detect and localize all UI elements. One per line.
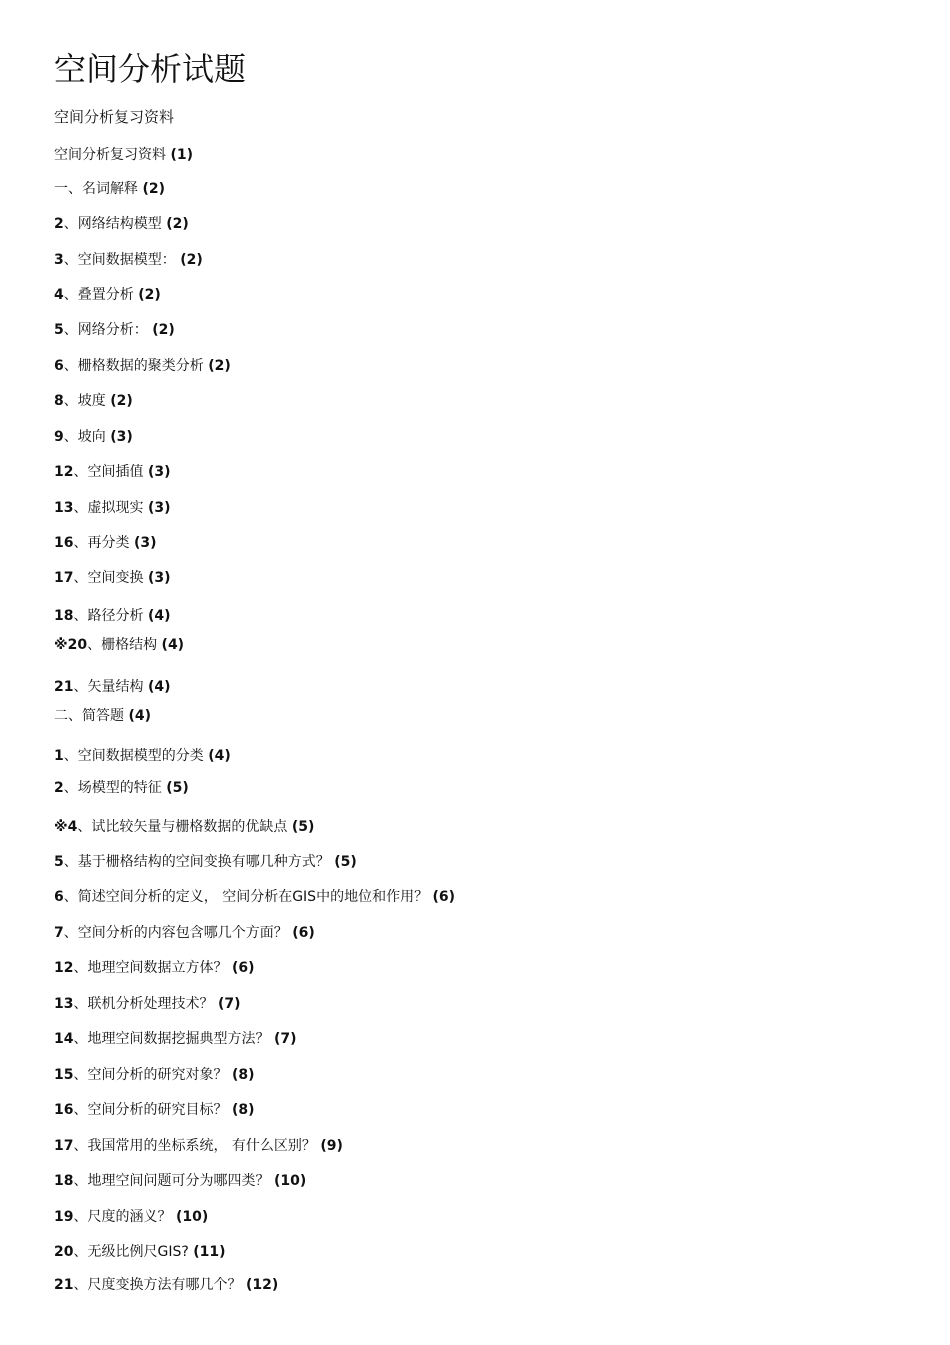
toc-entry-text: 、空间分析的研究目标？ bbox=[73, 1102, 232, 1118]
toc-entry-page: (6) bbox=[292, 925, 315, 941]
toc-entry-number: 5 bbox=[54, 322, 64, 338]
toc-entry-number: 6 bbox=[54, 358, 64, 374]
toc-entry[interactable] bbox=[54, 461, 170, 483]
toc-entry[interactable] bbox=[54, 426, 133, 448]
toc-entry[interactable] bbox=[54, 390, 133, 412]
toc-entry-text: 、我国常用的坐标系统， 有什么区别？ bbox=[73, 1138, 321, 1154]
toc-entry-number: 4 bbox=[54, 287, 64, 303]
toc-entry[interactable] bbox=[54, 1274, 278, 1296]
toc-entry-page: (2) bbox=[208, 358, 231, 374]
toc-entry-page: (4) bbox=[128, 708, 151, 724]
toc-entry-number: ※4 bbox=[54, 819, 78, 835]
toc-entry-text: 、尺度变换方法有哪几个？ bbox=[73, 1277, 246, 1293]
toc-entry-text: 、网络分析： bbox=[63, 322, 153, 338]
toc-entry-page: (8) bbox=[231, 1102, 255, 1118]
toc-entry[interactable] bbox=[54, 1099, 254, 1121]
toc-entry-number: ※20 bbox=[54, 637, 88, 653]
toc-entry-text: 、路径分析 bbox=[73, 608, 148, 624]
toc-entry-text: 、栅格数据的聚类分析 bbox=[63, 358, 209, 374]
toc-entry-page: (6) bbox=[432, 889, 456, 905]
toc-entry-text: 、坡度 bbox=[63, 393, 111, 409]
toc-entry-text: 、空间分析的研究对象？ bbox=[73, 1067, 232, 1083]
toc-entry-page: (10) bbox=[175, 1209, 209, 1225]
toc-entry-page: (2) bbox=[180, 252, 203, 268]
toc-entry-page: (5) bbox=[334, 854, 357, 870]
toc-entry-number: 13 bbox=[54, 500, 74, 516]
toc-entry-number: 18 bbox=[54, 608, 74, 624]
toc-entry[interactable] bbox=[54, 1028, 296, 1050]
toc-entry-text: 、无级比例尺GIS? bbox=[73, 1244, 194, 1260]
toc-entry[interactable] bbox=[54, 1206, 208, 1228]
toc-entry-page: (10) bbox=[273, 1173, 307, 1189]
toc-entry-text: 、矢量结构 bbox=[73, 679, 148, 695]
toc-entry-number: 15 bbox=[54, 1067, 74, 1083]
toc-entry[interactable] bbox=[54, 567, 170, 589]
toc-entry[interactable] bbox=[54, 532, 156, 554]
toc-entry-number: 16 bbox=[54, 1102, 74, 1118]
toc-entry-number: 21 bbox=[54, 679, 74, 695]
toc-entry-number: 1 bbox=[54, 748, 64, 764]
toc-entry[interactable] bbox=[54, 213, 189, 235]
toc-entry-text: 二、简答题 bbox=[54, 708, 129, 724]
toc-entry-number: 12 bbox=[54, 464, 74, 480]
toc-entry[interactable] bbox=[54, 144, 193, 166]
toc-entry-text: 、简述空间分析的定义， 空间分析在GIS中的地位和作用？ bbox=[63, 889, 433, 905]
toc-entry-number: 17 bbox=[54, 570, 74, 586]
toc-entry-number: 7 bbox=[54, 925, 64, 941]
toc-entry-number: 17 bbox=[54, 1138, 74, 1154]
toc-entry[interactable] bbox=[54, 851, 357, 873]
toc-entry[interactable] bbox=[54, 676, 170, 698]
toc-entry-page: (2) bbox=[166, 216, 189, 232]
toc-entry-number: 12 bbox=[54, 960, 74, 976]
toc-entry-text: 、场模型的特征 bbox=[63, 780, 167, 796]
toc-entry-page: (12) bbox=[245, 1277, 279, 1293]
toc-entry-text: 、空间数据模型： bbox=[63, 252, 181, 268]
toc-entry-page: (11) bbox=[193, 1244, 226, 1260]
toc-entry[interactable] bbox=[54, 249, 203, 271]
toc-entry-number: 16 bbox=[54, 535, 74, 551]
toc-entry[interactable] bbox=[54, 497, 170, 519]
toc-entry-text: 、试比较矢量与栅格数据的优缺点 bbox=[77, 819, 292, 835]
toc-entry-number: 2 bbox=[54, 216, 64, 232]
toc-entry[interactable] bbox=[54, 1170, 306, 1192]
toc-entry-page: (4) bbox=[161, 637, 185, 653]
toc-entry-number: 8 bbox=[54, 393, 64, 409]
toc-entry-text: 、空间数据模型的分类 bbox=[63, 748, 209, 764]
toc-entry[interactable] bbox=[54, 355, 231, 377]
toc-entry-number: 5 bbox=[54, 854, 64, 870]
toc-entry-text: 、网络结构模型 bbox=[63, 216, 167, 232]
toc-entry-page: (3) bbox=[110, 429, 133, 445]
toc-entry-page: (3) bbox=[147, 570, 171, 586]
toc-entry-page: (9) bbox=[320, 1138, 343, 1154]
toc-entry-page: (7) bbox=[217, 996, 241, 1012]
toc-entry[interactable] bbox=[54, 634, 184, 656]
toc-entry-page: (3) bbox=[147, 464, 171, 480]
toc-entry[interactable] bbox=[54, 1064, 254, 1086]
toc-entry-text: 、空间插值 bbox=[73, 464, 148, 480]
toc-entry-text: 、尺度的涵义？ bbox=[73, 1209, 176, 1225]
toc-entry-text: 、地理空间问题可分为哪四类？ bbox=[73, 1173, 274, 1189]
toc-entry-text: 、空间分析的内容包含哪几个方面？ bbox=[63, 925, 293, 941]
toc-entry-text: 、联机分析处理技术？ bbox=[73, 996, 218, 1012]
toc-entry-text: 、基于栅格结构的空间变换有哪几种方式？ bbox=[63, 854, 335, 870]
toc-entry[interactable] bbox=[54, 284, 161, 306]
toc-entry-text: 、叠置分析 bbox=[63, 287, 139, 303]
toc-entry-text: 、空间变换 bbox=[73, 570, 148, 586]
toc-entry[interactable] bbox=[54, 777, 189, 799]
toc-entry-number: 21 bbox=[54, 1277, 74, 1293]
toc-entry-page: (5) bbox=[291, 819, 315, 835]
toc-entry[interactable] bbox=[54, 922, 315, 944]
toc-entry-text: 、地理空间数据立方体？ bbox=[73, 960, 232, 976]
toc-entry-number: 2 bbox=[54, 780, 64, 796]
toc-entry-text: 、坡向 bbox=[63, 429, 111, 445]
toc-entry-number: 6 bbox=[54, 889, 64, 905]
toc-entry[interactable] bbox=[54, 745, 231, 767]
toc-entry-page: (2) bbox=[152, 322, 175, 338]
document-title: 空间分析试题 bbox=[54, 50, 247, 88]
toc-entry-page: (4) bbox=[208, 748, 231, 764]
toc-entry[interactable] bbox=[54, 605, 170, 627]
toc-entry-text: 一、名词解释 bbox=[54, 181, 143, 197]
toc-entry-text: 、再分类 bbox=[73, 535, 134, 551]
toc-entry-page: (4) bbox=[147, 679, 171, 695]
toc-entry-number: 9 bbox=[54, 429, 64, 445]
toc-entry-text: 、地理空间数据挖掘典型方法？ bbox=[73, 1031, 274, 1047]
toc-entry-number: 14 bbox=[54, 1031, 74, 1047]
toc-entry-number: 20 bbox=[54, 1244, 74, 1260]
toc-entry[interactable] bbox=[54, 705, 151, 727]
toc-entry[interactable] bbox=[54, 1241, 226, 1263]
toc-entry-number: 19 bbox=[54, 1209, 74, 1225]
toc-entry-page: (3) bbox=[147, 500, 171, 516]
toc-entry-page: (5) bbox=[166, 780, 189, 796]
toc-entry[interactable] bbox=[54, 957, 254, 979]
document-subtitle: 空间分析复习资料 bbox=[54, 108, 175, 126]
toc-entry[interactable] bbox=[54, 816, 314, 838]
toc-entry-text: 、栅格结构 bbox=[87, 637, 162, 653]
toc-entry[interactable] bbox=[54, 993, 240, 1015]
toc-entry-number: 3 bbox=[54, 252, 64, 268]
toc-entry[interactable] bbox=[54, 886, 455, 908]
toc-entry[interactable] bbox=[54, 178, 165, 200]
toc-entry-text: 、虚拟现实 bbox=[73, 500, 148, 516]
toc-entry-page: (7) bbox=[273, 1031, 297, 1047]
toc-entry-page: (6) bbox=[231, 960, 255, 976]
toc-entry-page: (2) bbox=[138, 287, 161, 303]
toc-entry-text: 空间分析复习资料 bbox=[54, 147, 171, 163]
toc-entry[interactable] bbox=[54, 1135, 343, 1157]
toc-entry-page: (2) bbox=[110, 393, 133, 409]
toc-entry-page: (1) bbox=[170, 147, 193, 163]
toc-entry-number: 18 bbox=[54, 1173, 74, 1189]
toc-entry-page: (2) bbox=[142, 181, 165, 197]
toc-entry-page: (3) bbox=[133, 535, 157, 551]
toc-entry[interactable] bbox=[54, 319, 175, 341]
toc-entry-page: (4) bbox=[147, 608, 171, 624]
toc-entry-number: 13 bbox=[54, 996, 74, 1012]
toc-entry-page: (8) bbox=[231, 1067, 255, 1083]
